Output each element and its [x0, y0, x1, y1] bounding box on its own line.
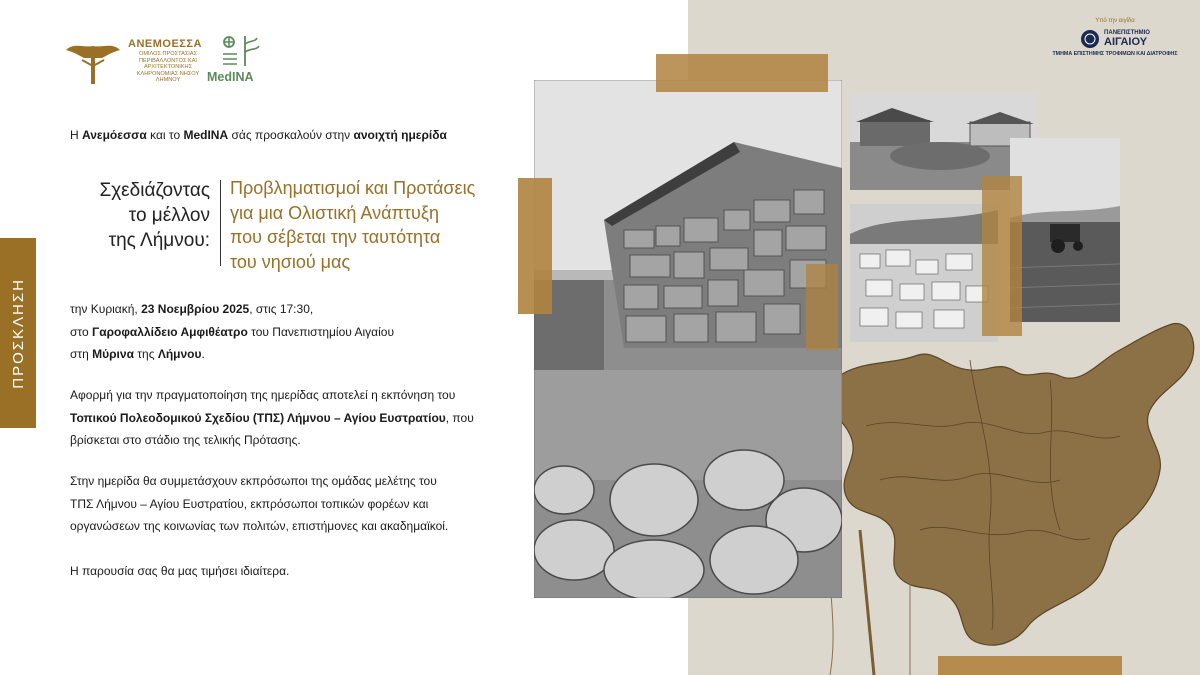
anemoessa-subtitle: ΟΜΙΛΟΣ ΠΡΟΣΤΑΣΙΑΣ ΠΕΡΙΒΑΛΛΟΝΤΟΣ ΚΑΙ ΑΡΧΙΤΕΚΤΟΝΙΚΗΣ ΚΛΗΡΟΝΟΜΙΑΣ ΝΗΣΟΥ ΛΗΜΝΟΥ — [136, 51, 200, 84]
para1-line-3: βρίσκεται στο στάδιο της τελικής Πρότασης. — [70, 433, 301, 447]
university-name: ΑΙΓΑΙΟΥ — [1104, 36, 1148, 48]
subtitle-line-4: του νησιού μας — [230, 251, 351, 272]
university-seal-icon — [1080, 29, 1100, 49]
event-city: Μύρινα — [92, 347, 134, 361]
para2-line-1: Στην ημερίδα θα συμμετάσχουν εκπρόσωποι της ομάδας μελέτης του — [70, 474, 437, 488]
invitation-side-tab — [0, 238, 36, 428]
medina-emblem-icon — [221, 34, 265, 68]
invite-text-2: και το — [146, 128, 184, 142]
lemnos-map-illustration — [820, 320, 1200, 675]
details-city-line: στη Μύρινα της Λήμνου. — [70, 347, 205, 361]
ochre-strip-mid — [806, 264, 838, 350]
event-subtitle — [230, 176, 510, 274]
medina-name: MedINA — [207, 70, 254, 84]
tractor-field-photo — [1010, 138, 1120, 322]
subtitle-line-1: Προβληματισμοί και Προτάσεις — [230, 178, 476, 198]
title-line-3: της Λήμνου: — [108, 230, 210, 251]
title-line-2: το μέλλον — [128, 205, 210, 226]
invite-text-3: σάς προσκαλούν στην — [228, 128, 354, 142]
subtitle-line-3: που σέβεται την ταυτότητα — [230, 227, 441, 247]
village-photo — [850, 204, 998, 342]
medina-logo — [207, 34, 277, 88]
invite-text-1: Η — [70, 128, 82, 142]
para2-line-2: ΤΠΣ Λήμνου – Αγίου Ευστρατίου, εκπρόσωποι τοπικών φορέων και — [70, 496, 429, 511]
closing-line: Η παρουσία σας θα μας τιμήσει ιδιαίτερα. — [70, 564, 290, 578]
subtitle-line-2: για μια Ολιστική Ανάπτυξη — [230, 202, 439, 223]
paragraph-reason — [70, 384, 510, 452]
plan-name: Τοπικού Πολεοδομικού Σχεδίου (ΤΠΣ) Λήμνου – Αγίου Ευστρατίου — [70, 410, 446, 425]
para2-line-3: οργανώσεων της κοινωνίας των πολιτών, επιστήμονες και ακαδημαϊκοί. — [70, 519, 449, 533]
title-line-1: Σχεδιάζοντας — [99, 180, 210, 201]
para1-line-2: Τοπικού Πολεοδομικού Σχεδίου (ΤΠΣ) Λήμνου – Αγίου Ευστρατίου, που — [70, 410, 474, 425]
title-divider — [220, 180, 221, 266]
ochre-strip-right — [982, 176, 1022, 336]
event-venue: Γαροφαλλίδειο Αμφιθέατρο — [91, 324, 248, 339]
event-details — [70, 298, 510, 366]
event-date: 23 Νοεμβρίου 2025 — [141, 302, 250, 316]
invite-bold-anemoessa: Ανεμόεσσα — [82, 128, 147, 142]
invite-bold-medina: MedINA — [183, 128, 229, 142]
stone-house-photo — [534, 80, 842, 598]
details-venue-line: στο Γαροφαλλίδειο Αμφιθέατρο του Πανεπιστημίου Αιγαίου — [70, 324, 395, 339]
details-date-line: την Κυριακή, 23 Νοεμβρίου 2025, στις 17:30, — [70, 302, 314, 316]
invite-line — [70, 128, 447, 142]
invite-bold-event: ανοιχτή ημερίδα — [353, 128, 447, 142]
ochre-strip-bottom — [938, 656, 1122, 675]
para1-line-1: Αφορμή για την πραγματοποίηση της ημερίδας αποτελεί η εκπόνηση του — [70, 388, 456, 402]
anemoessa-logo — [62, 36, 202, 86]
event-title — [60, 178, 210, 253]
paragraph-participants — [70, 470, 510, 538]
anemoessa-emblem-icon — [62, 36, 124, 86]
university-patronage — [1040, 18, 1190, 57]
anemoessa-name: ΑΝΕΜΟΕΣΣΑ — [128, 38, 202, 50]
ochre-strip-top — [656, 54, 828, 92]
side-tab-label: ΠΡΟΣΚΛΗΣΗ — [9, 277, 27, 389]
university-label: ΠΑΝΕΠΙΣΤΗΜΙΟ — [1104, 30, 1150, 36]
event-island: Λήμνου — [157, 347, 202, 361]
patronage-label: Υπό την αιγίδα — [1095, 18, 1135, 24]
ochre-strip-left — [518, 178, 552, 314]
university-department: ΤΜΗΜΑ ΕΠΙΣΤΗΜΗΣ ΤΡΟΦΙΜΩΝ ΚΑΙ ΔΙΑΤΡΟΦΗΣ — [1052, 51, 1178, 57]
